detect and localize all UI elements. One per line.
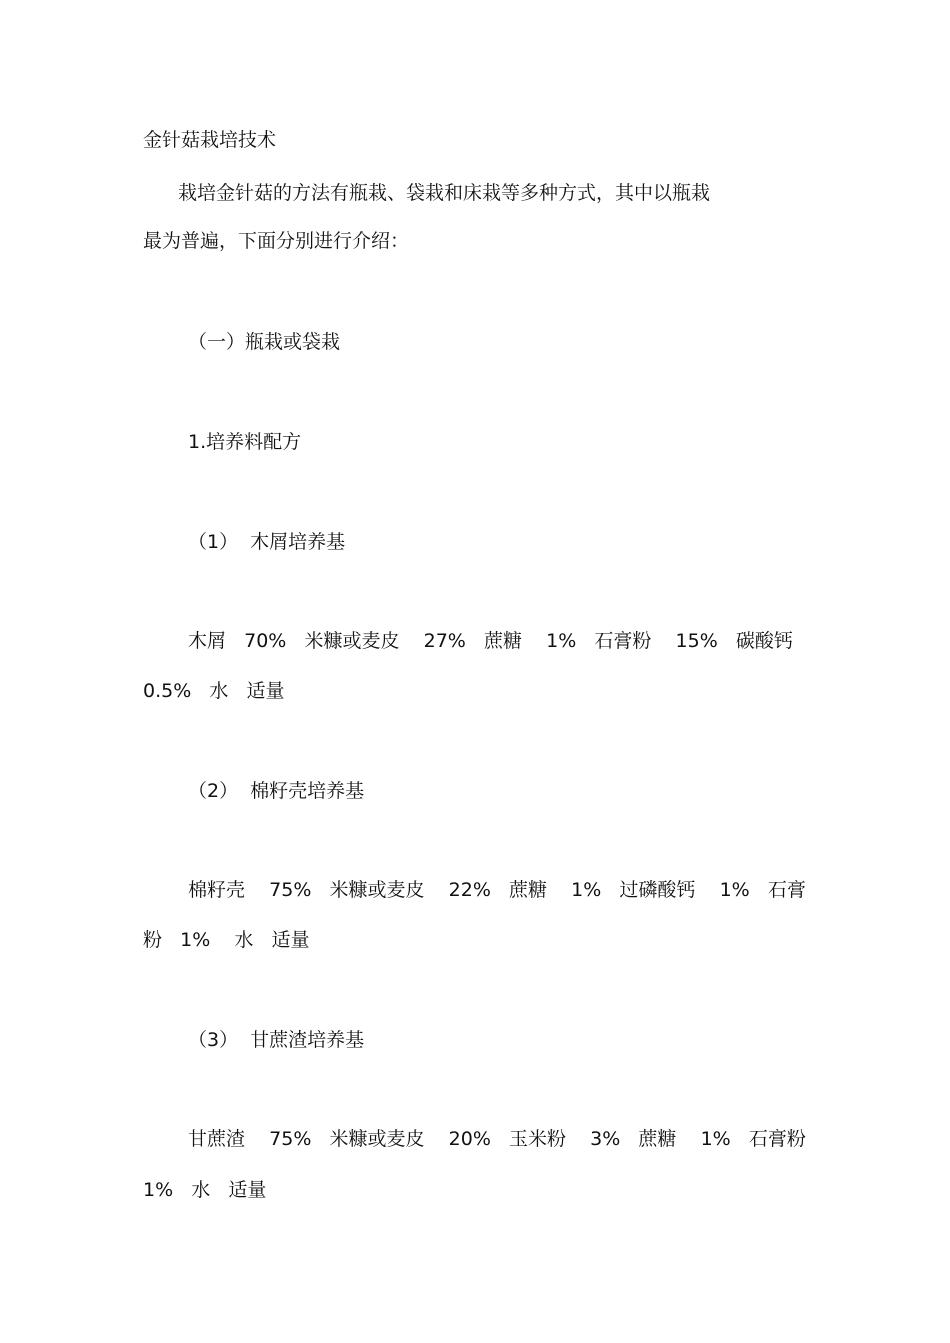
recipe-cottonseed-line-1: 棉籽壳 75% 米糠或麦皮 22% 蔗糖 1% 过磷酸钙 1% 石膏 bbox=[188, 879, 806, 901]
intro-paragraph-line-1: 栽培金针菇的方法有瓶栽、袋栽和床栽等多种方式，其中以瓶栽 bbox=[178, 182, 711, 204]
section-heading-bottle-bag: （一）瓶栽或袋栽 bbox=[188, 331, 341, 353]
recipe-heading-bagasse: （3） 甘蔗渣培养基 bbox=[188, 1029, 365, 1051]
recipe-sawdust-line-1: 木屑 70% 米糠或麦皮 27% 蔗糖 1% 石膏粉 15% 碳酸钙 bbox=[188, 630, 793, 652]
recipe-bagasse-line-1: 甘蔗渣 75% 米糠或麦皮 20% 玉米粉 3% 蔗糖 1% 石膏粉 bbox=[188, 1128, 806, 1150]
recipe-cottonseed-line-2: 粉 1% 水 适量 bbox=[143, 929, 310, 951]
document-title: 金针菇栽培技术 bbox=[143, 129, 277, 151]
recipe-heading-sawdust: （1） 木屑培养基 bbox=[188, 531, 346, 553]
recipe-sawdust-line-2: 0.5% 水 适量 bbox=[143, 680, 285, 702]
subsection-heading-formula: 1.培养料配方 bbox=[188, 431, 302, 453]
recipe-bagasse-line-2: 1% 水 适量 bbox=[143, 1179, 267, 1201]
recipe-heading-cottonseed-hull: （2） 棉籽壳培养基 bbox=[188, 780, 365, 802]
intro-paragraph-line-2: 最为普遍，下面分别进行介绍： bbox=[143, 230, 410, 252]
